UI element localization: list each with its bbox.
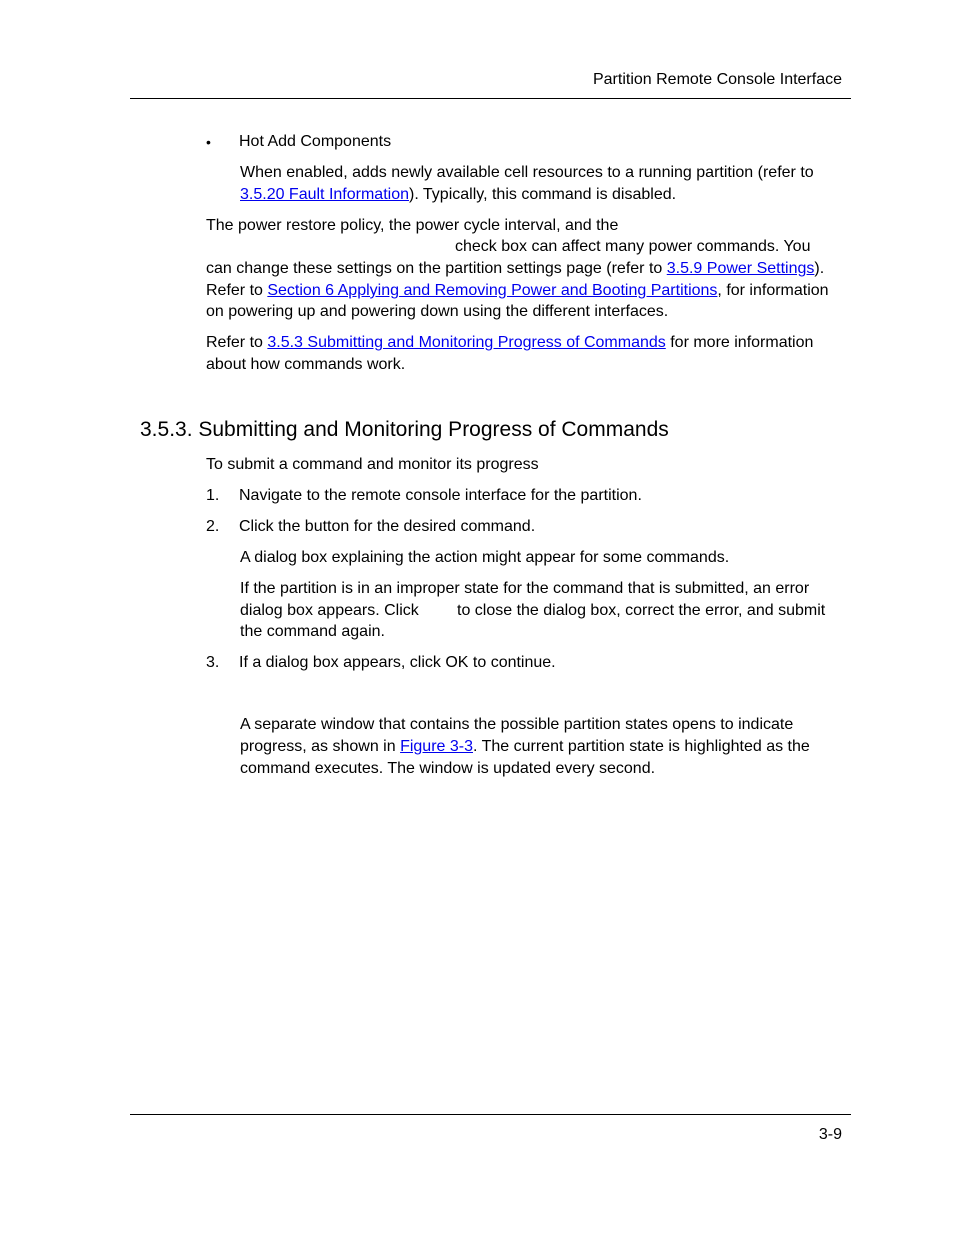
step3-note-line2-pre: progress, as shown in — [240, 738, 401, 755]
section-intro: To submit a command and monitor its progress — [206, 456, 539, 473]
power-para-line2: check box can affect many power commands. You — [455, 238, 811, 255]
step-number: 1. — [206, 487, 220, 504]
step2-note2-line2a: dialog box appears. Click — [240, 602, 419, 619]
step-text: Click the button for the desired command. — [239, 518, 536, 535]
step3-note-line1: A separate window that contains the possible partition states opens to indicate — [240, 716, 794, 733]
link-section-6[interactable]: Section 6 Applying and Removing Power and Booting Partitions — [267, 282, 718, 299]
power-para-line1: The power restore policy, the power cycle interval, and the — [206, 217, 619, 234]
step-number: 2. — [206, 518, 220, 535]
bullet-item-label: Hot Add Components — [239, 133, 392, 150]
link-fault-information[interactable]: 3.5.20 Fault Information — [240, 186, 409, 203]
step2-note2-line2b: to close the dialog box, correct the error, and submit — [457, 602, 826, 619]
step2-note2-line1: If the partition is in an improper state for the command that is submitted, an error — [240, 580, 810, 597]
refer-para-line1 — [206, 332, 813, 354]
bullet-desc-tail: ). Typically, this command is disabled. — [408, 186, 677, 203]
step2-note2-line3: the command again. — [240, 623, 385, 640]
step2-note1: A dialog box explaining the action might appear for some commands. — [240, 549, 730, 566]
step3-note-line2-post: . The current partition state is highlighted as the — [473, 738, 810, 755]
power-para-line4 — [206, 280, 829, 302]
section-heading: 3.5.3. Submitting and Monitoring Progress of Commands — [140, 418, 669, 441]
refer-para-line2: about how commands work. — [206, 356, 406, 373]
refer-para-line1-post: for more information — [665, 334, 814, 351]
step-text: Navigate to the remote console interface for the partition. — [239, 487, 642, 504]
power-para-line3 — [206, 258, 824, 280]
power-para-line4-pre: Refer to — [206, 282, 268, 299]
page-number: 3-9 — [818, 1126, 842, 1143]
link-figure-3-3[interactable]: Figure 3-3 — [400, 738, 473, 755]
power-para-line3-pre: can change these settings on the partition settings page (refer to — [206, 260, 667, 277]
power-para-line5: on powering up and powering down using the different interfaces. — [206, 303, 669, 320]
bullet-desc-line1: When enabled, adds newly available cell resources to a running partition (refer to — [240, 164, 814, 181]
power-para-line3-post: ). — [814, 260, 825, 277]
running-header: Partition Remote Console Interface — [592, 71, 842, 88]
header-rule — [130, 98, 851, 99]
refer-para-line1-pre: Refer to — [206, 334, 268, 351]
link-power-settings[interactable]: 3.5.9 Power Settings — [666, 260, 815, 277]
power-para-line4-post: , for information — [717, 282, 829, 299]
footer-rule — [130, 1114, 851, 1115]
bullet-glyph: • — [206, 134, 211, 150]
bullet-desc-line2 — [240, 184, 676, 206]
step-number: 3. — [206, 654, 220, 671]
step-text: If a dialog box appears, click OK to continue. — [239, 654, 556, 671]
step3-note-line2 — [240, 736, 810, 758]
link-submitting-monitoring[interactable]: 3.5.3 Submitting and Monitoring Progress of Commands — [267, 334, 666, 351]
step3-note-line3: command executes. The window is updated every second. — [240, 760, 656, 777]
